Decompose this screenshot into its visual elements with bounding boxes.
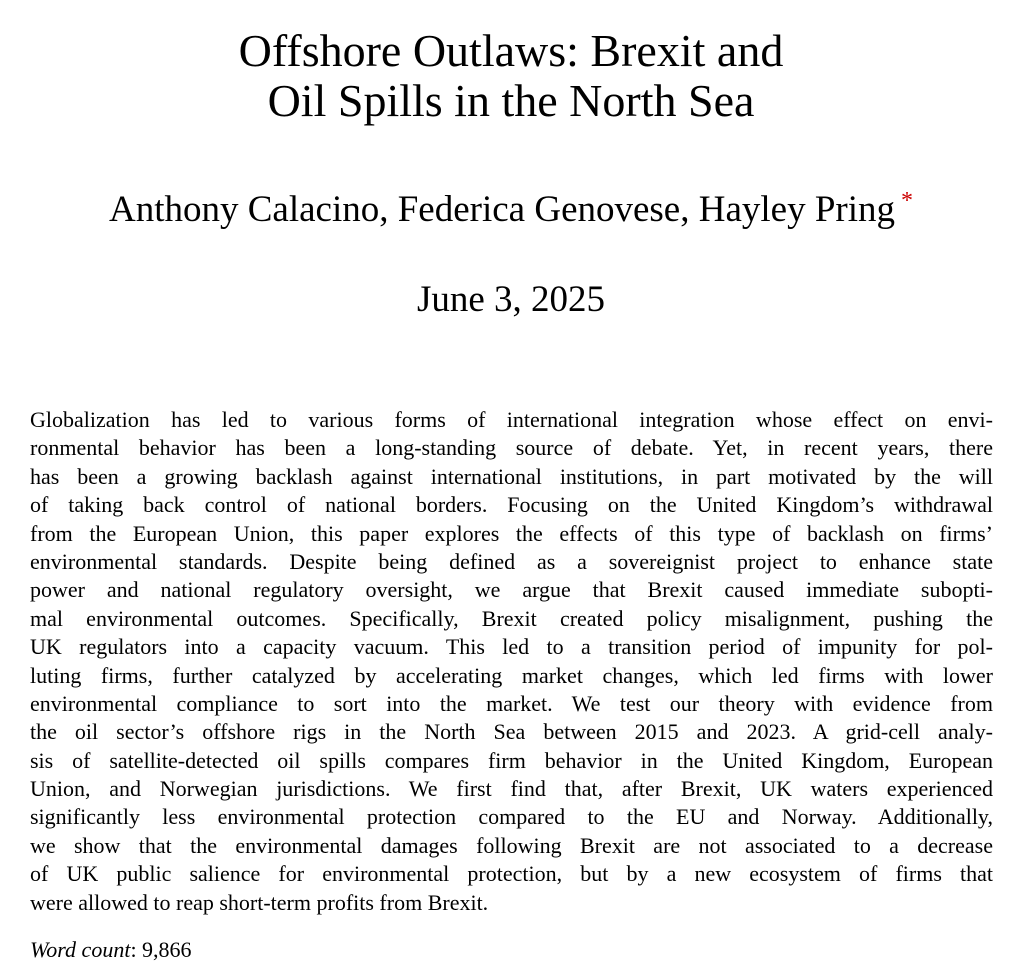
abstract-line: UK regulators into a capacity vacuum. This led to a transition period of impunity for pol- <box>30 634 993 660</box>
abstract-line: environmental compliance to sort into the market. We test our theory with evidence from <box>30 690 993 716</box>
abstract-line: the oil sector’s offshore rigs in the North Sea between 2015 and 2023. A grid-cell analy- <box>30 719 993 745</box>
paper-title <box>0 0 1022 126</box>
author-names: Anthony Calacino, Federica Genovese, Hayley Pring <box>108 189 896 230</box>
abstract-line: power and national regulatory oversight, we argue that Brexit caused immediate subopti- <box>30 577 993 603</box>
abstract-text <box>30 406 993 917</box>
abstract-line: of UK public salience for environmental protection, but by a new ecosystem of firms that <box>30 861 993 887</box>
abstract-line: were allowed to reap short-term profits from Brexit. <box>30 889 489 915</box>
abstract-line: significantly less environmental protection compared to the EU and Norway. Additionally, <box>30 804 993 830</box>
abstract-line: sis of satellite-detected oil spills compares firm behavior in the United Kingdom, European <box>30 747 993 773</box>
paper-title-line2: Oil Spills in the North Sea <box>267 75 755 126</box>
abstract-line: ronmental behavior has been a long-standing source of debate. Yet, in recent years, there <box>30 435 993 461</box>
abstract-line: we show that the environmental damages following Brexit are not associated to a decrease <box>30 832 993 858</box>
abstract-line: Union, and Norwegian jurisdictions. We first find that, after Brexit, UK waters experienced <box>30 776 993 802</box>
author-line <box>0 187 1022 230</box>
abstract-line: has been a growing backlash against international institutions, in part motivated by the will <box>30 463 993 489</box>
word-count-label: Word count <box>30 937 131 962</box>
abstract-line: of taking back control of national borders. Focusing on the United Kingdom’s withdrawal <box>30 492 993 518</box>
author-footnote-marker: * <box>901 187 914 214</box>
word-count-value: : 9,866 <box>130 937 192 962</box>
abstract-line: Globalization has led to various forms of international integration whose effect on envi- <box>30 407 993 432</box>
word-count-line <box>30 936 993 962</box>
paper-date: June 3, 2025 <box>416 279 606 320</box>
abstract-line: luting firms, further catalyzed by accelerating market changes, which led firms with lower <box>30 662 993 688</box>
abstract-line: mal environmental outcomes. Specifically, Brexit created policy misalignment, pushing the <box>30 605 993 631</box>
abstract-line: environmental standards. Despite being defined as a sovereignist project to enhance state <box>30 548 993 574</box>
paper-title-line1: Offshore Outlaws: Brexit and <box>238 25 784 76</box>
abstract-line: from the European Union, this paper explores the effects of this type of backlash on firms’ <box>30 520 993 546</box>
